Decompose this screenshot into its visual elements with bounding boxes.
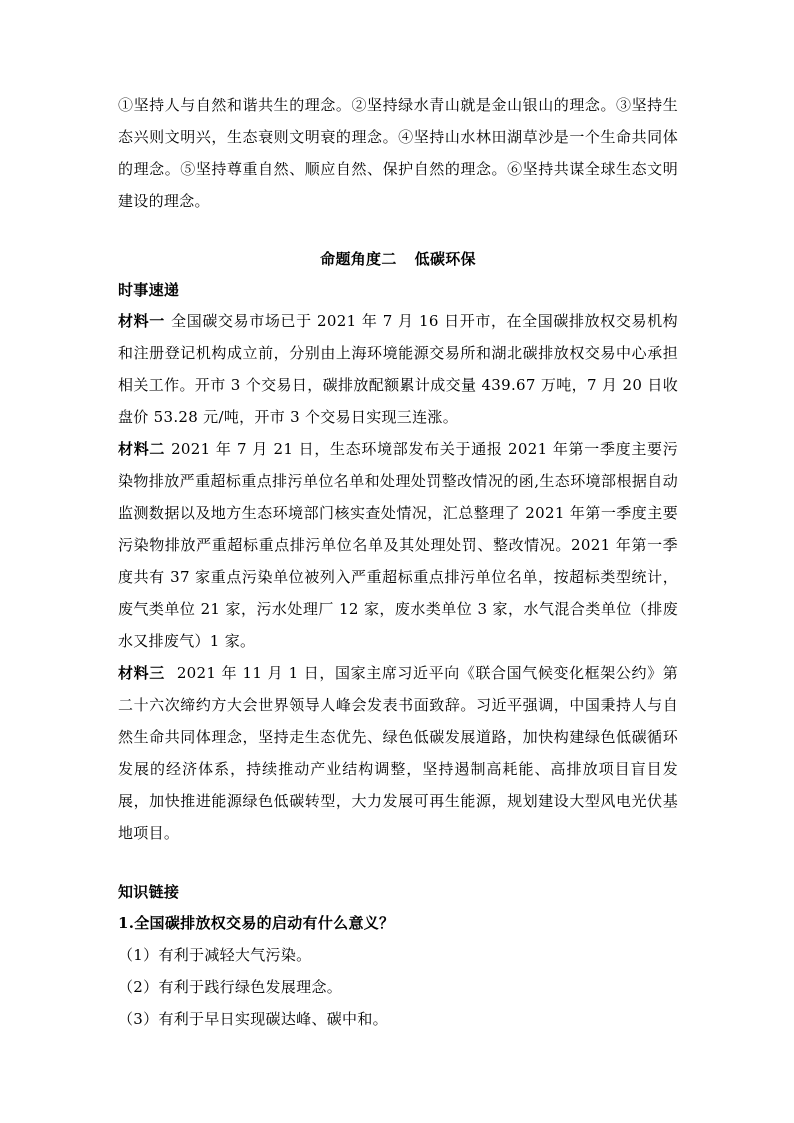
- intro-paragraph: ①坚持人与自然和谐共生的理念。②坚持绿水青山就是金山银山的理念。③坚持生态兴则文明兴，生态衰则文明衰的理念。④坚持山水林田湖草沙是一个生命共同体的理念。⑤坚持尊重自然、顺应自然、保护自然的理念。⑥坚持共谋全球生态文明建设的理念。: [118, 96, 678, 210]
- material-text: 全国碳交易市场已于 2021 年 7 月 16 日开市，在全国碳排放权交易机构和注册登记机构成立前，分别由上海环境能源交易所和湖北碳排放权交易中心承担相关工作。开市 3 个交易日，碳排放配额累计成交量 439.67 万吨，7 月 20 日收盘价 53.28 元/吨，开市 3 个交易日实现三连涨。: [118, 312, 678, 426]
- knowledge-heading: 知识链接: [118, 883, 180, 901]
- material-paragraph-3: [118, 657, 678, 849]
- section-title: [118, 243, 678, 275]
- section-title-a: 命题角度二: [320, 250, 397, 268]
- material-label: 材料三: [118, 664, 165, 682]
- answer-item-1: （1）有利于减轻大气污染。: [118, 946, 312, 964]
- material-text: 2021 年 7 月 21 日，生态环境部发布关于通报 2021 年第一季度主要污染物排放严重超标重点排污单位名单和处理处罚整改情况的函,生态环境部根据自动监测数据以及地方生态环境部门核实查处情况，汇总整理了 2021 年第一季度主要污染物排放严重超标重点排污单位名单及其处理处罚、整改情况。2021 年第一季度共有 37 家重点污染单位被列入严重超标重点排污单位名单，按超标类型统计，废气类单位 21 家，污水处理厂 12 家，废水类单位 3 家，水气混合类单位（排废水又排废气）1 家。: [118, 440, 678, 650]
- section-title-b: 低碳环保: [414, 250, 476, 268]
- section-spacer: [118, 849, 678, 877]
- document-content: [118, 89, 678, 1035]
- material-paragraph-2: [118, 433, 678, 657]
- knowledge-question: 1.全国碳排放权交易的启动有什么意义？: [118, 914, 395, 932]
- material-label: 材料二: [118, 440, 166, 458]
- material-label: 材料一: [118, 312, 165, 330]
- answer-item-2: （2）有利于践行绿色发展理念。: [118, 978, 343, 996]
- news-heading: 时事速递: [118, 281, 180, 299]
- answer-item-3: （3）有利于早日实现碳达峰、碳中和。: [118, 1010, 388, 1028]
- material-text: 2021 年 11 月 1 日，国家主席习近平向《联合国气候变化框架公约》第二十六次缔约方大会世界领导人峰会发表书面致辞。习近平强调，中国秉持人与自然生命共同体理念，坚持走生态优先、绿色低碳发展道路，加快构建绿色低碳循环发展的经济体系，持续推动产业结构调整，坚持遏制高耗能、高排放项目盲目发展，加快推进能源绿色低碳转型，大力发展可再生能源，规划建设大型风电光伏基地项目。: [118, 664, 679, 842]
- material-paragraph-1: [118, 305, 678, 433]
